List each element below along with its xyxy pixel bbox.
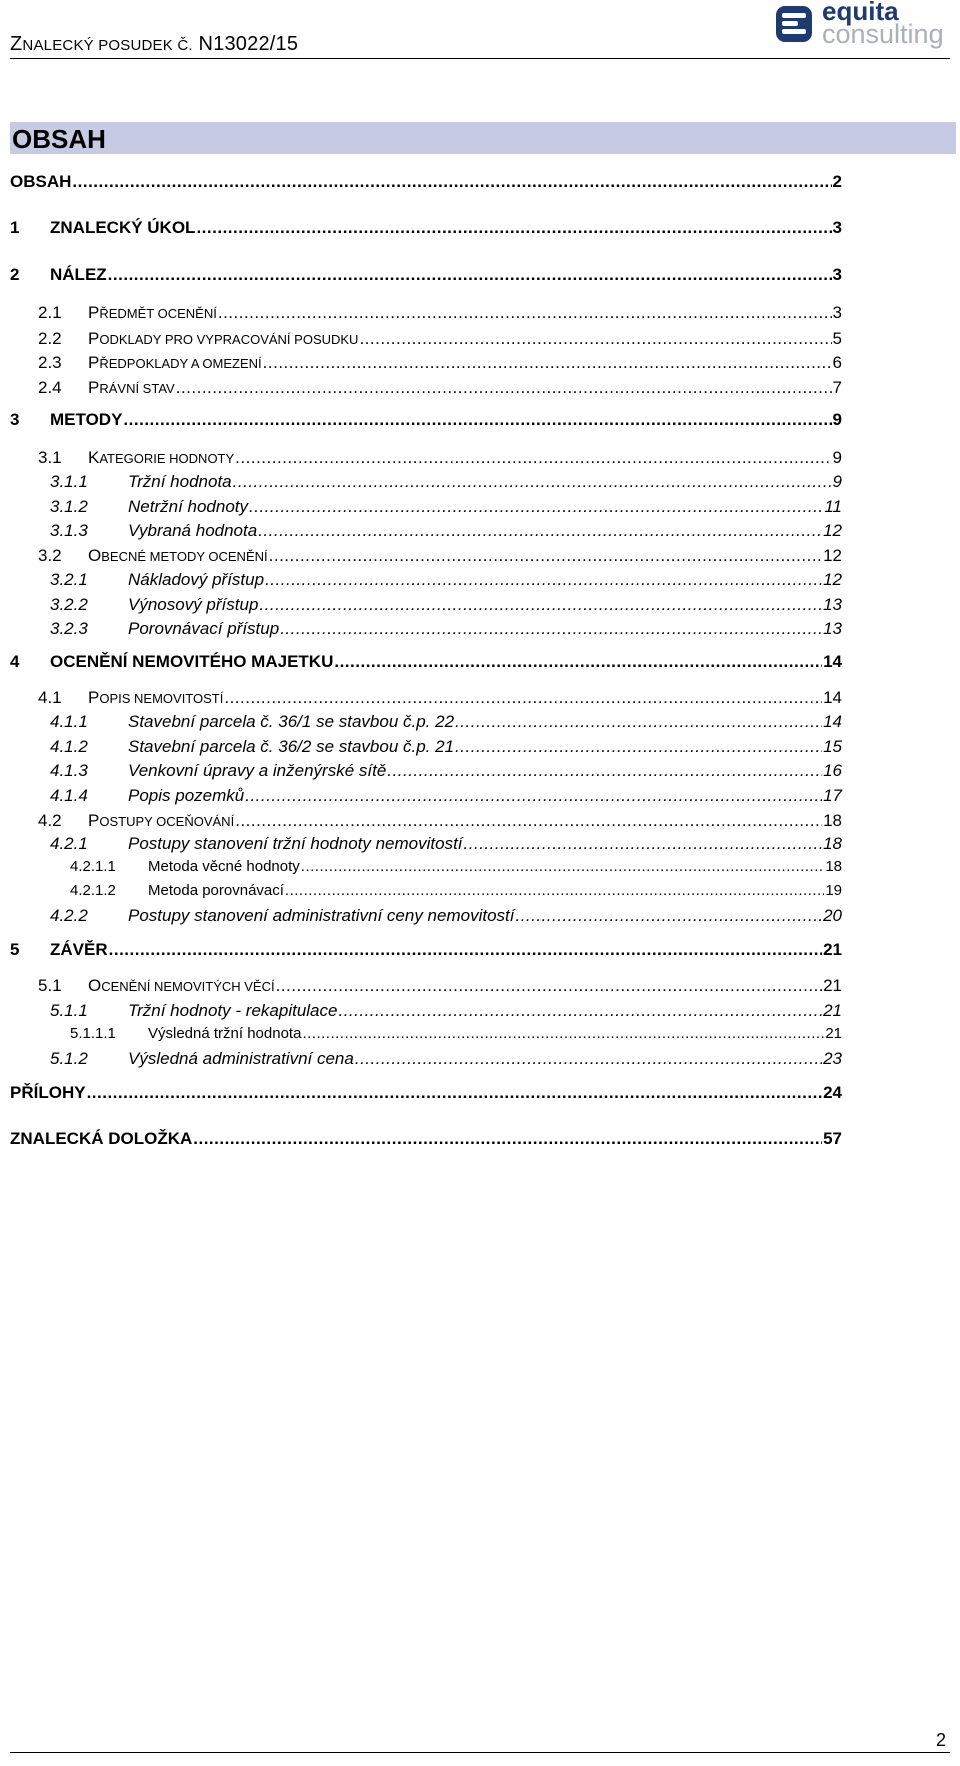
toc-entry[interactable] [0, 619, 960, 643]
toc-entry-title: Výsledná administrativní cena [128, 1049, 354, 1068]
toc-entry-number: 4.2.1.2 [70, 882, 116, 899]
toc-leader-dots [249, 497, 823, 517]
toc-entry-number: 2.1 [38, 303, 62, 322]
toc-entry[interactable] [0, 688, 960, 712]
toc-page-number: 18 [823, 811, 842, 830]
toc-page-number: 16 [823, 761, 842, 780]
toc-entry-title: Postupy stanovení administrativní ceny nemovitostí [128, 906, 515, 925]
toc-leader-dots [176, 378, 832, 398]
toc-entry[interactable] [0, 595, 960, 619]
toc-leader-dots [233, 472, 832, 492]
document-title [10, 33, 298, 56]
toc-entry[interactable] [0, 940, 960, 964]
toc-entry-number: 5.1 [38, 976, 62, 995]
toc-leader-dots [455, 737, 822, 757]
page-number: 2 [935, 1730, 946, 1750]
toc-entry[interactable] [0, 906, 960, 930]
toc-page-number: 21 [823, 976, 842, 995]
toc-page-number: 13 [823, 619, 842, 638]
toc-leader-dots [259, 595, 822, 615]
toc-leader-dots [218, 303, 832, 323]
toc-entry-number: 3.1.1 [50, 472, 88, 491]
toc-leader-dots [338, 1001, 822, 1021]
toc-entry-title: Postupy stanovení tržní hodnoty nemovitostí [128, 834, 463, 853]
logo-text-consulting: consulting [822, 19, 944, 49]
toc-entry-number: 4.1.1 [50, 712, 88, 731]
toc-entry[interactable] [0, 1001, 960, 1025]
toc-entry[interactable] [0, 737, 960, 761]
toc-leader-dots [224, 688, 822, 708]
toc-entry-number: 5.1.1 [50, 1001, 88, 1020]
toc-entry-number: 2.3 [38, 353, 62, 372]
toc-entry-title: METODY [50, 410, 123, 429]
toc-page-number: 21 [823, 1001, 842, 1020]
toc-entry-title: Netržní hodnoty [128, 497, 249, 516]
toc-page-number: 14 [823, 688, 842, 707]
toc-leader-dots [235, 448, 831, 468]
toc-page-number: 17 [823, 786, 842, 805]
toc-leader-dots [355, 1049, 822, 1069]
toc-page-number: 11 [824, 497, 842, 516]
toc-leader-dots [280, 619, 822, 639]
toc-entry-number: 3.2.3 [50, 619, 88, 638]
toc-entry-title: Venkovní úpravy a inženýrské sítě [128, 761, 387, 780]
toc-entry-number: 3.1.2 [50, 497, 88, 516]
toc-leader-dots [302, 1025, 824, 1042]
toc-entry-title: OBSAH [10, 172, 72, 191]
toc-entry-title: Tržní hodnoty - rekapitulace [128, 1001, 338, 1020]
toc-entry-title: PRÁVNÍ STAV [88, 378, 175, 397]
toc-entry[interactable] [0, 834, 960, 858]
toc-entry[interactable] [0, 353, 960, 377]
toc-page-number: 19 [825, 882, 842, 899]
toc-leader-dots [269, 546, 822, 566]
toc-page-number: 2 [832, 172, 842, 191]
toc-page-number: 21 [823, 940, 842, 959]
toc-entry-number: 4.1.2 [50, 737, 88, 756]
toc-entry-title: OCENĚNÍ NEMOVITÉHO MAJETKU [50, 652, 334, 671]
toc-leader-dots [72, 172, 831, 192]
toc-entry-number: 5.1.2 [50, 1049, 88, 1068]
toc-entry[interactable] [0, 546, 960, 570]
equita-logo [776, 0, 956, 52]
toc-page-number: 18 [825, 858, 842, 875]
toc-leader-dots [276, 976, 822, 996]
toc-entry-title: POSTUPY OCEŇOVÁNÍ [88, 811, 235, 830]
toc-entry-title: Popis pozemků [128, 786, 245, 805]
toc-entry-number: 3.1 [38, 448, 62, 467]
toc-page-number: 3 [832, 303, 842, 322]
toc-page-number: 3 [832, 218, 842, 237]
toc-entry-number: 1 [10, 218, 20, 237]
toc-entry[interactable] [0, 521, 960, 545]
toc-page-number: 12 [823, 570, 842, 589]
title-initial: Z [10, 33, 23, 55]
toc-page-number: 5 [832, 329, 842, 348]
toc-page-number: 12 [823, 546, 842, 565]
page-heading: OBSAH [12, 124, 106, 154]
toc-entry-title: ZÁVĚR [50, 940, 108, 959]
toc-entry[interactable] [0, 448, 960, 472]
toc-leader-dots [193, 1129, 822, 1149]
toc-page-number: 3 [832, 265, 842, 284]
toc-entry-title: Tržní hodnota [128, 472, 232, 491]
toc-entry[interactable] [0, 265, 960, 289]
toc-leader-dots [258, 521, 822, 541]
toc-entry-number: 3.1.3 [50, 521, 88, 540]
toc-entry-title: Stavební parcela č. 36/1 se stavbou č.p. 22 [128, 712, 455, 731]
toc-leader-dots [359, 329, 831, 349]
toc-leader-dots [108, 265, 832, 285]
toc-page-number: 13 [823, 595, 842, 614]
toc-entry[interactable] [0, 761, 960, 785]
toc-page-number: 9 [832, 410, 842, 429]
title-smallcaps: NALECKÝ POSUDEK Č. [22, 37, 193, 54]
toc-page-number: 57 [823, 1129, 842, 1148]
toc-entry[interactable] [0, 570, 960, 594]
heading-band [10, 122, 956, 154]
toc-entry-title: PŘEDPOKLADY A OMEZENÍ [88, 353, 262, 372]
toc-leader-dots [245, 786, 822, 806]
toc-leader-dots [285, 882, 824, 899]
toc-page-number: 15 [823, 737, 842, 756]
toc-entry[interactable] [0, 218, 960, 242]
toc-page-number: 18 [823, 834, 842, 853]
toc-entry-number: 4.2 [38, 811, 62, 830]
toc-entry-title: OBECNÉ METODY OCENĚNÍ [88, 546, 268, 565]
toc-leader-dots [265, 570, 822, 590]
toc-entry[interactable] [0, 303, 960, 327]
toc-entry[interactable] [0, 976, 960, 1000]
toc-entry[interactable] [0, 1049, 960, 1073]
toc-entry[interactable] [0, 882, 960, 906]
toc-entry-title: Výsledná tržní hodnota [148, 1025, 302, 1042]
toc-entry[interactable] [0, 786, 960, 810]
toc-entry-number: 3 [10, 410, 20, 429]
toc-page-number: 9 [832, 448, 842, 467]
toc-entry-number: 3.2.2 [50, 595, 88, 614]
toc-entry-title: POPIS NEMOVITOSTÍ [88, 688, 224, 707]
toc-entry-title: ZNALECKÁ DOLOŽKA [10, 1129, 193, 1148]
toc-entry[interactable] [0, 652, 960, 676]
toc-entry-title: ZNALECKÝ ÚKOL [50, 218, 196, 237]
toc-page-number: 21 [825, 1025, 842, 1042]
toc-entry-number: 4.1.3 [50, 761, 88, 780]
toc-page-number: 23 [823, 1049, 842, 1068]
toc-page-number: 24 [823, 1083, 842, 1102]
toc-leader-dots [387, 761, 822, 781]
toc-entry-title: NÁLEZ [50, 265, 107, 284]
toc-entry[interactable] [0, 378, 960, 402]
toc-entry[interactable] [0, 811, 960, 835]
footer-divider [10, 1752, 950, 1753]
toc-leader-dots [235, 811, 822, 831]
toc-entry[interactable] [0, 329, 960, 353]
toc-entry-number: 2 [10, 265, 20, 284]
logo-text-equita: equita [822, 0, 899, 26]
toc-entry-title: Porovnávací přístup [128, 619, 280, 638]
toc-entry-title: OCENĚNÍ NEMOVITÝCH VĚCÍ [88, 976, 275, 995]
toc-leader-dots [515, 906, 822, 926]
toc-entry[interactable] [0, 1083, 960, 1107]
toc-leader-dots [263, 353, 832, 373]
toc-entry[interactable] [0, 172, 960, 196]
page-header [0, 0, 960, 60]
toc-entry-number: 4.1.4 [50, 786, 88, 805]
toc-entry[interactable] [0, 410, 960, 434]
toc-entry-number: 2.2 [38, 329, 62, 348]
toc-entry-number: 4.2.1.1 [70, 858, 116, 875]
toc-page-number: 20 [823, 906, 842, 925]
toc-page-number: 12 [823, 521, 842, 540]
toc-entry-number: 5 [10, 940, 20, 959]
toc-entry[interactable] [0, 1025, 960, 1049]
toc-entry-title: Nákladový přístup [128, 570, 265, 589]
toc-entry-title: Výnosový přístup [128, 595, 259, 614]
toc-page-number: 14 [823, 652, 842, 671]
toc-leader-dots [455, 712, 822, 732]
toc-leader-dots [196, 218, 831, 238]
toc-entry-number: 3.2 [38, 546, 62, 565]
toc-entry-title: PŘÍLOHY [10, 1083, 86, 1102]
toc-entry-number: 2.4 [38, 378, 62, 397]
toc-entry[interactable] [0, 712, 960, 736]
toc-page-number: 9 [832, 472, 842, 491]
toc-entry-title: Stavební parcela č. 36/2 se stavbou č.p. 21 [128, 737, 455, 756]
toc-entry-number: 4.2.1 [50, 834, 88, 853]
toc-entry-title: PODKLADY PRO VYPRACOVÁNÍ POSUDKU [88, 329, 359, 348]
toc-page-number: 6 [832, 353, 842, 372]
toc-leader-dots [301, 858, 825, 875]
logo-mark-icon [776, 6, 812, 42]
toc-leader-dots [109, 940, 822, 960]
toc-entry-number: 5.1.1.1 [70, 1025, 116, 1042]
toc-entry-number: 4.1 [38, 688, 62, 707]
toc-entry[interactable] [0, 472, 960, 496]
toc-leader-dots [334, 652, 822, 672]
toc-entry-number: 4 [10, 652, 20, 671]
toc-entry-title: KATEGORIE HODNOTY [88, 448, 235, 467]
toc-entry-title: Metoda věcné hodnoty [148, 858, 300, 875]
toc-entry[interactable] [0, 497, 960, 521]
toc-entry[interactable] [0, 1129, 960, 1153]
toc-entry-number: 4.2.2 [50, 906, 88, 925]
toc-entry[interactable] [0, 858, 960, 882]
toc-entry-number: 3.2.1 [50, 570, 88, 589]
toc-page-number: 7 [832, 378, 842, 397]
toc-leader-dots [464, 834, 823, 854]
toc-entry-title: Metoda porovnávací [148, 882, 284, 899]
title-number: N13022/15 [192, 33, 299, 55]
toc-entry-title: PŘEDMĚT OCENĚNÍ [88, 303, 217, 322]
toc-leader-dots [123, 410, 831, 430]
toc-page-number: 14 [823, 712, 842, 731]
toc-leader-dots [87, 1083, 823, 1103]
toc-entry-title: Vybraná hodnota [128, 521, 258, 540]
header-divider [10, 58, 950, 59]
